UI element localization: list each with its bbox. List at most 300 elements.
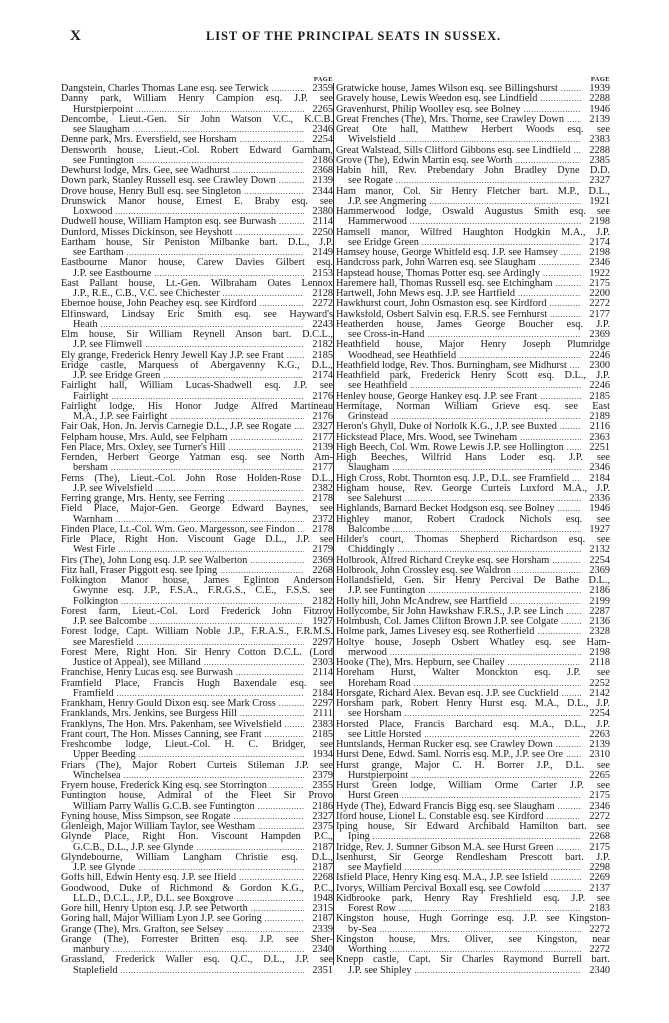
- dot-leader: [557, 843, 581, 853]
- seat-entry: [336, 658, 610, 668]
- seat-entry: [336, 433, 610, 443]
- entry-continuation-line: [61, 658, 333, 668]
- dot-leader: [137, 156, 304, 166]
- seat-entry: [336, 627, 610, 637]
- dot-leader: [239, 873, 304, 883]
- dot-leader: [136, 105, 304, 115]
- seat-entry: [336, 822, 610, 843]
- dot-leader: [396, 176, 581, 186]
- entry-line: [336, 535, 610, 545]
- entry-continuation-line: [61, 156, 333, 166]
- page-reference: 2346: [589, 258, 610, 269]
- entry-continuation-line: [61, 125, 333, 135]
- entry-line: [336, 689, 610, 699]
- entry-line: [336, 627, 610, 637]
- entry-text: Elfinsward, Lindsay Eric Smith esq. see Hayward's: [61, 309, 333, 320]
- dot-leader: [550, 310, 581, 320]
- seat-entry: [61, 822, 333, 832]
- page-reference: 2369: [589, 565, 610, 576]
- seat-entry: [61, 679, 333, 700]
- entry-line: [61, 474, 333, 484]
- dot-leader: [567, 115, 581, 125]
- dot-leader: [399, 135, 581, 145]
- seat-entry: [61, 422, 333, 432]
- entry-line: [61, 535, 333, 545]
- seat-entry: [336, 402, 610, 423]
- page-reference: 2287: [589, 606, 610, 617]
- dot-leader: [138, 863, 304, 873]
- dot-leader: [236, 668, 304, 678]
- seat-entry: [61, 176, 333, 186]
- dot-leader: [429, 197, 581, 207]
- entry-text: Fairlight lodge, His Honor Judge Alfred Martineau: [61, 401, 333, 412]
- dot-leader: [260, 299, 304, 309]
- seat-entry: [61, 84, 333, 94]
- page-reference: 2116: [589, 422, 610, 433]
- dot-leader: [399, 904, 581, 914]
- entry-text: Franklyns, The Hon. Mrs. Pakenham, see Wivelsfield: [61, 719, 282, 730]
- entry-text: Franchise, Henry Lucas esq. see Burwash: [61, 668, 233, 679]
- page-reference: 1934: [312, 750, 333, 761]
- page-reference: 2385: [589, 155, 610, 166]
- entry-continuation-line: [61, 289, 333, 299]
- entry-line: [61, 453, 333, 463]
- entry-continuation-line: [61, 750, 333, 760]
- entry-text: Field Place, Major-Gen. George Edward Baynes, see: [61, 504, 333, 515]
- entry-text: Dudwell house, William Hampton esq. see Burwash: [61, 217, 277, 228]
- entry-line: [336, 310, 610, 320]
- entry-line: [61, 135, 333, 145]
- entry-text: Firs (The), John Long esq. J.P. see Walberton: [61, 555, 248, 566]
- seat-entry: [336, 279, 610, 289]
- page-reference: 2137: [589, 883, 610, 894]
- entry-text: J.P. see Balcombe: [73, 617, 147, 627]
- dot-leader: [133, 125, 304, 135]
- seat-entry: [336, 689, 610, 699]
- entry-text: Fryern house, Frederick King esq. see Storrington: [61, 781, 267, 791]
- entry-text: Framfield: [73, 688, 114, 699]
- entry-text: Dewhurst lodge, Mrs. Gee, see Wadhurst: [61, 166, 230, 176]
- page-reference: 2114: [312, 217, 333, 228]
- page-reference: 2178: [312, 494, 333, 504]
- dot-leader: [258, 822, 304, 832]
- entry-continuation-line: [61, 597, 333, 607]
- entry-line: [61, 853, 333, 863]
- dot-leader: [240, 709, 304, 719]
- seat-entry: [336, 740, 610, 750]
- page-reference: 2243: [312, 319, 333, 330]
- dot-leader: [561, 84, 581, 94]
- entry-line: [336, 207, 610, 217]
- entry-text: Henley house, George Hankey esq. J.P. see Frant: [336, 391, 538, 402]
- dot-leader: [223, 289, 304, 299]
- entry-text: Hickstead Place, Mrs. Wood, see Twineham: [336, 432, 518, 443]
- entry-line: [61, 187, 333, 197]
- entry-text: Isfield Place, Henry King esq. M.A., J.P. see Isfield: [336, 873, 548, 884]
- seat-entry: [336, 955, 610, 976]
- running-title: LIST OF THE PRINCIPAL SEATS IN SUSSEX.: [206, 29, 502, 43]
- seat-entry: [61, 730, 333, 740]
- dot-leader: [373, 832, 581, 842]
- entry-continuation-line: [336, 135, 610, 145]
- entry-text: Gore hill, Henry Upton esq. J.P. see Petworth: [61, 904, 248, 914]
- page-reference: 2189: [589, 412, 610, 422]
- entry-line: [336, 94, 610, 104]
- entry-continuation-line: [336, 525, 610, 535]
- page-reference: 2176: [312, 391, 333, 402]
- entry-text: Densworth house, Lieut.-Col. Robert Edward Garnham,: [61, 145, 333, 156]
- entry-text: Hollycombe, Sir John Hawkshaw F.R.S., J.P. see Linch: [336, 606, 564, 617]
- page-reference: 2272: [589, 945, 610, 955]
- seat-entry: [336, 289, 610, 299]
- dot-leader: [240, 135, 304, 145]
- seat-entry: [61, 781, 333, 791]
- page-reference: 2297: [312, 699, 333, 709]
- page-reference: 1927: [589, 524, 610, 535]
- entry-text: High Beech, Col. Wm. Rowe Lewis J.P. see Hollington: [336, 442, 564, 453]
- entry-text: see Mayfield: [348, 863, 402, 873]
- entry-line: [336, 484, 610, 494]
- entry-text: Dunford, Misses Dickinson, see Heyshott: [61, 227, 233, 238]
- entry-text: by-Sea: [348, 924, 377, 935]
- entry-text: Ebernoe house, John Peachey esq. see Kirdford: [61, 299, 257, 310]
- page-reference: 2254: [589, 555, 610, 566]
- page-reference: 2175: [589, 278, 610, 289]
- dot-leader: [111, 463, 304, 473]
- entry-text: Glenleigh, Major William Taylor, see Westham: [61, 822, 256, 832]
- entry-text: Dangstein, Charles Thomas Lane esq. see Terwick: [61, 84, 269, 94]
- entry-line: [61, 925, 333, 935]
- entry-text: Chiddingly: [348, 545, 395, 556]
- seat-entry: [336, 269, 610, 279]
- entry-text: Woodhead, see Heathfield: [348, 350, 457, 361]
- entry-line: [336, 699, 610, 709]
- entry-continuation-line: [336, 351, 610, 361]
- page-reference: 1922: [589, 268, 610, 279]
- page-reference: 2368: [312, 166, 333, 176]
- dot-leader: [227, 494, 304, 504]
- entry-line: [61, 494, 333, 504]
- entry-continuation-line: [336, 679, 610, 689]
- seat-entry: [61, 761, 333, 782]
- page-reference: 2336: [589, 494, 610, 504]
- page-reference: 1921: [589, 196, 610, 207]
- dot-leader: [424, 730, 581, 740]
- page-column-label: PAGE: [590, 76, 610, 83]
- dot-leader: [402, 791, 581, 801]
- entry-text: Heron's Ghyll, Duke of Norfolk K.G., J.P. see Buxted: [336, 422, 557, 433]
- page-reference: 1939: [589, 84, 610, 94]
- entry-text: see Slaugham: [73, 125, 130, 135]
- entry-line: [336, 453, 610, 463]
- entry-text: Iford house, Lionel L. Constable esq. see Kirdford: [336, 811, 544, 822]
- page-reference: 2254: [312, 135, 333, 146]
- page-reference: 2185: [312, 729, 333, 740]
- entry-text: Fyning house, Miss Simpson, see Rogate: [61, 811, 231, 822]
- seat-entry: [336, 371, 610, 392]
- entry-text: Hurst grange, Major C. H. Borrer J.P., D.L. see: [336, 760, 610, 771]
- entry-text: Grange (The), Mrs. Grafton, see Selsey: [61, 924, 224, 935]
- seat-entry: [336, 607, 610, 617]
- entry-text: J.P. see Angmering: [348, 196, 427, 207]
- entry-text: Gratwicke house, James Wilson esq. see Billingshurst: [336, 84, 558, 94]
- entry-text: Kingston house, Hugh Gorringe esq. J.P. see Kingston-: [336, 914, 610, 925]
- entry-text: William Parry Wallis G.C.B. see Funtington: [73, 801, 255, 812]
- entry-line: [61, 914, 333, 924]
- entry-text: Wivelsfield: [348, 135, 396, 146]
- dot-leader: [236, 228, 304, 238]
- entry-text: Warnham: [73, 514, 113, 525]
- entry-line: [336, 658, 610, 668]
- dot-leader: [508, 658, 581, 668]
- entry-line: [61, 166, 333, 176]
- seat-entry: [336, 166, 610, 187]
- entry-line: [61, 556, 333, 566]
- entry-line: [336, 361, 610, 371]
- page-reference: 2128: [312, 289, 333, 299]
- entry-text: LL.D., D.C.L., J.P., D.L. see Boxgrove: [73, 893, 234, 904]
- entry-text: Loxwood: [73, 207, 113, 217]
- entry-line: [336, 597, 610, 607]
- dot-leader: [549, 299, 581, 309]
- entry-continuation-line: [61, 515, 333, 525]
- entry-continuation-line: [61, 894, 333, 904]
- seat-entry: [61, 884, 333, 905]
- entry-line: [61, 217, 333, 227]
- page-reference: 2198: [589, 248, 610, 258]
- entry-text: Firle Place, Right Hon. Viscount Gage D.L., J.P. see: [61, 535, 333, 545]
- entry-text: Grassland, Frederick Waller esq. Q.C., D.L., J.P. see: [61, 955, 333, 966]
- entry-continuation-line: [336, 863, 610, 873]
- entry-line: [336, 402, 610, 412]
- page-reference: 2186: [312, 155, 333, 166]
- dot-leader: [127, 248, 304, 258]
- seat-entry: [336, 781, 610, 802]
- entry-text: Heathfield house, Major Henry Joseph Plumridge: [336, 340, 610, 351]
- dot-leader: [226, 925, 304, 935]
- entry-text: Isenhurst, Sir George Rendlesham Prescott bart. J.P.: [336, 852, 610, 863]
- page-reference: 2114: [312, 668, 333, 679]
- seat-entry: [61, 238, 333, 259]
- page-reference: 2153: [312, 268, 333, 279]
- page-reference: 2272: [589, 811, 610, 822]
- page-reference: 2111: [313, 709, 333, 720]
- entry-line: [336, 340, 610, 350]
- entry-text: Hammerwood: [348, 217, 407, 228]
- dot-leader: [115, 207, 304, 217]
- page-reference: 2187: [312, 863, 333, 873]
- page-reference: 2132: [589, 545, 610, 556]
- seat-entry: [61, 381, 333, 402]
- page-reference: 2288: [589, 94, 610, 105]
- entry-line: [61, 299, 333, 309]
- dot-leader: [145, 340, 304, 350]
- entry-continuation-line: [336, 832, 610, 842]
- entry-text: Holme park, James Livesey esq. see Rotherfield: [336, 627, 535, 638]
- entry-continuation-line: [336, 586, 610, 596]
- entry-text: Folkington: [73, 596, 119, 607]
- entry-line: [61, 709, 333, 719]
- seat-entry: [61, 832, 333, 853]
- page-reference: 2174: [312, 371, 333, 381]
- seat-entry: [61, 607, 333, 628]
- entry-text: see Horsham: [348, 709, 402, 720]
- entry-continuation-line: [336, 791, 610, 801]
- dot-leader: [270, 781, 304, 791]
- entry-text: Hilder's court, Thomas Shepherd Richardson esq. see: [336, 535, 610, 545]
- seat-entry: [336, 361, 610, 371]
- entry-continuation-line: [336, 238, 610, 248]
- entry-line: [61, 330, 333, 340]
- entry-text: Friars (The), Major Robert Curteis Stileman J.P. see: [61, 760, 333, 771]
- entry-text: J.P., R.E., C.B., V.C. see Chichester: [73, 289, 220, 299]
- entry-line: [61, 781, 333, 791]
- seat-entry: [336, 761, 610, 782]
- page-reference: 2187: [312, 914, 333, 925]
- dot-leader: [560, 422, 581, 432]
- entry-line: [61, 576, 333, 586]
- dot-leader: [570, 361, 581, 371]
- entry-text: Hurstpierpoint: [73, 104, 134, 115]
- dot-leader: [294, 422, 304, 432]
- page-reference: 2198: [589, 217, 610, 228]
- dot-leader: [539, 258, 581, 268]
- entry-continuation-line: [336, 730, 610, 740]
- entry-line: [61, 904, 333, 914]
- entry-continuation-line: [61, 966, 333, 976]
- entry-text: Hyde (The), Edward Francis Bigg esq. see Slaugham: [336, 801, 555, 812]
- entry-line: [61, 422, 333, 432]
- entry-text: Horsted Place, Francis Barchard esq. M.A., D.L., J.P.: [336, 719, 610, 730]
- page-reference: 2265: [312, 104, 333, 115]
- seat-entry: [61, 935, 333, 956]
- page-reference: 2246: [589, 381, 610, 392]
- page-reference: 2252: [589, 678, 610, 689]
- dot-leader: [427, 330, 581, 340]
- entry-continuation-line: [61, 371, 333, 381]
- dot-leader: [404, 709, 581, 719]
- entry-text: see Funtington: [73, 155, 134, 166]
- entry-text: Freshcombe lodge, Lieut.-Col. H. C. Bridger, see: [61, 740, 333, 750]
- entry-text: Hooke (The), Mrs. Hepburn, see Chailey: [336, 658, 505, 668]
- page-reference: 2359: [312, 84, 333, 94]
- entry-continuation-line: [61, 771, 333, 781]
- seat-entry: [61, 94, 333, 115]
- seat-entry: [336, 310, 610, 320]
- entry-text: Forest farm, Lieut.-Col. Lord Frederick John Fitzroy: [61, 606, 333, 617]
- page-reference: 2177: [312, 463, 333, 474]
- seat-entry: [61, 217, 333, 227]
- page-reference: 2265: [589, 770, 610, 781]
- dot-leader: [272, 84, 304, 94]
- page-reference: 2136: [589, 617, 610, 627]
- entry-text: Ivorys, William Percival Boxall esq. see Cowfold: [336, 883, 541, 894]
- seat-entry: [61, 504, 333, 525]
- dot-leader: [170, 412, 304, 422]
- seat-entry: [61, 187, 333, 197]
- entry-line: [61, 361, 333, 371]
- entry-text: Iping: [348, 832, 370, 843]
- page-reference: 2344: [312, 186, 333, 197]
- entry-line: [61, 228, 333, 238]
- entry-continuation-line: [336, 966, 610, 976]
- seat-entry: [336, 115, 610, 125]
- page-reference: 2268: [589, 832, 610, 843]
- dot-leader: [540, 94, 581, 104]
- page-reference: 2315: [312, 904, 333, 914]
- page-reference: 2297: [312, 637, 333, 648]
- entry-line: [61, 525, 333, 535]
- seat-entry: [336, 84, 610, 94]
- dot-leader: [567, 443, 581, 453]
- entry-text: Iping house, Sir Edward Archibald Hamilton bart. see: [336, 822, 610, 832]
- dot-leader: [566, 607, 581, 617]
- dot-leader: [551, 873, 581, 883]
- seat-entry: [336, 884, 610, 894]
- entry-text: J.P. see Shipley: [348, 965, 412, 976]
- entry-text: J.P. see Glynde: [73, 863, 136, 873]
- seat-entry: [61, 197, 333, 218]
- dot-leader: [124, 771, 304, 781]
- seat-entry: [336, 802, 610, 812]
- entry-text: Staplefield: [73, 965, 118, 976]
- page-reference: 2272: [589, 924, 610, 935]
- page-reference: 2139: [312, 442, 333, 453]
- dot-leader: [113, 945, 304, 955]
- dot-leader: [556, 279, 581, 289]
- entry-line: [336, 781, 610, 791]
- page-reference: 2300: [589, 360, 610, 371]
- entry-line: [61, 94, 333, 104]
- entry-continuation-line: [61, 463, 333, 473]
- entry-text: Goodwood, Duke of Richmond & Gordon K.G., P.C.,: [61, 883, 333, 894]
- page-reference: 2340: [312, 945, 333, 955]
- entry-text: Great Ote hall, Matthew Herbert Woods esq. see: [336, 125, 610, 135]
- entry-text: see Maresfield: [73, 637, 134, 648]
- entry-line: [336, 115, 610, 125]
- seat-entry: [336, 258, 610, 268]
- entry-continuation-line: [61, 340, 333, 350]
- entry-continuation-line: [336, 925, 610, 935]
- page-reference: 2310: [589, 750, 610, 761]
- seat-entry: [336, 504, 610, 514]
- seat-entry: [336, 935, 610, 956]
- seat-entry: [336, 320, 610, 341]
- page-reference: 2363: [589, 432, 610, 443]
- page-reference: 2327: [312, 422, 333, 433]
- page-reference: 1946: [589, 104, 610, 115]
- page-reference: 2383: [312, 719, 333, 730]
- seat-entry: [61, 566, 333, 576]
- page-reference: 2268: [312, 873, 333, 884]
- entry-text: Heathfield lodge, Rev. Thos. Burningham, see Midhurst: [336, 360, 567, 371]
- dot-leader: [279, 699, 304, 709]
- seat-entry: [336, 156, 610, 166]
- entry-line: [336, 371, 610, 381]
- seat-entry: [61, 330, 333, 351]
- dot-leader: [556, 740, 581, 750]
- entry-line: [61, 740, 333, 750]
- entry-text: Great Walstead, Sills Clifford Gibbons esq. see Lindfield: [336, 145, 571, 156]
- entry-text: J.P. see Eridge Green: [73, 371, 161, 381]
- seat-entry: [336, 576, 610, 597]
- seat-entry: [336, 474, 610, 484]
- entry-text: West Firle: [73, 545, 116, 556]
- entry-continuation-line: [61, 248, 333, 258]
- entry-text: Hamsell manor, Wilfred Haughton Hodgkin M.A., J.P.: [336, 227, 610, 238]
- entry-continuation-line: [336, 771, 610, 781]
- entry-line: [336, 566, 610, 576]
